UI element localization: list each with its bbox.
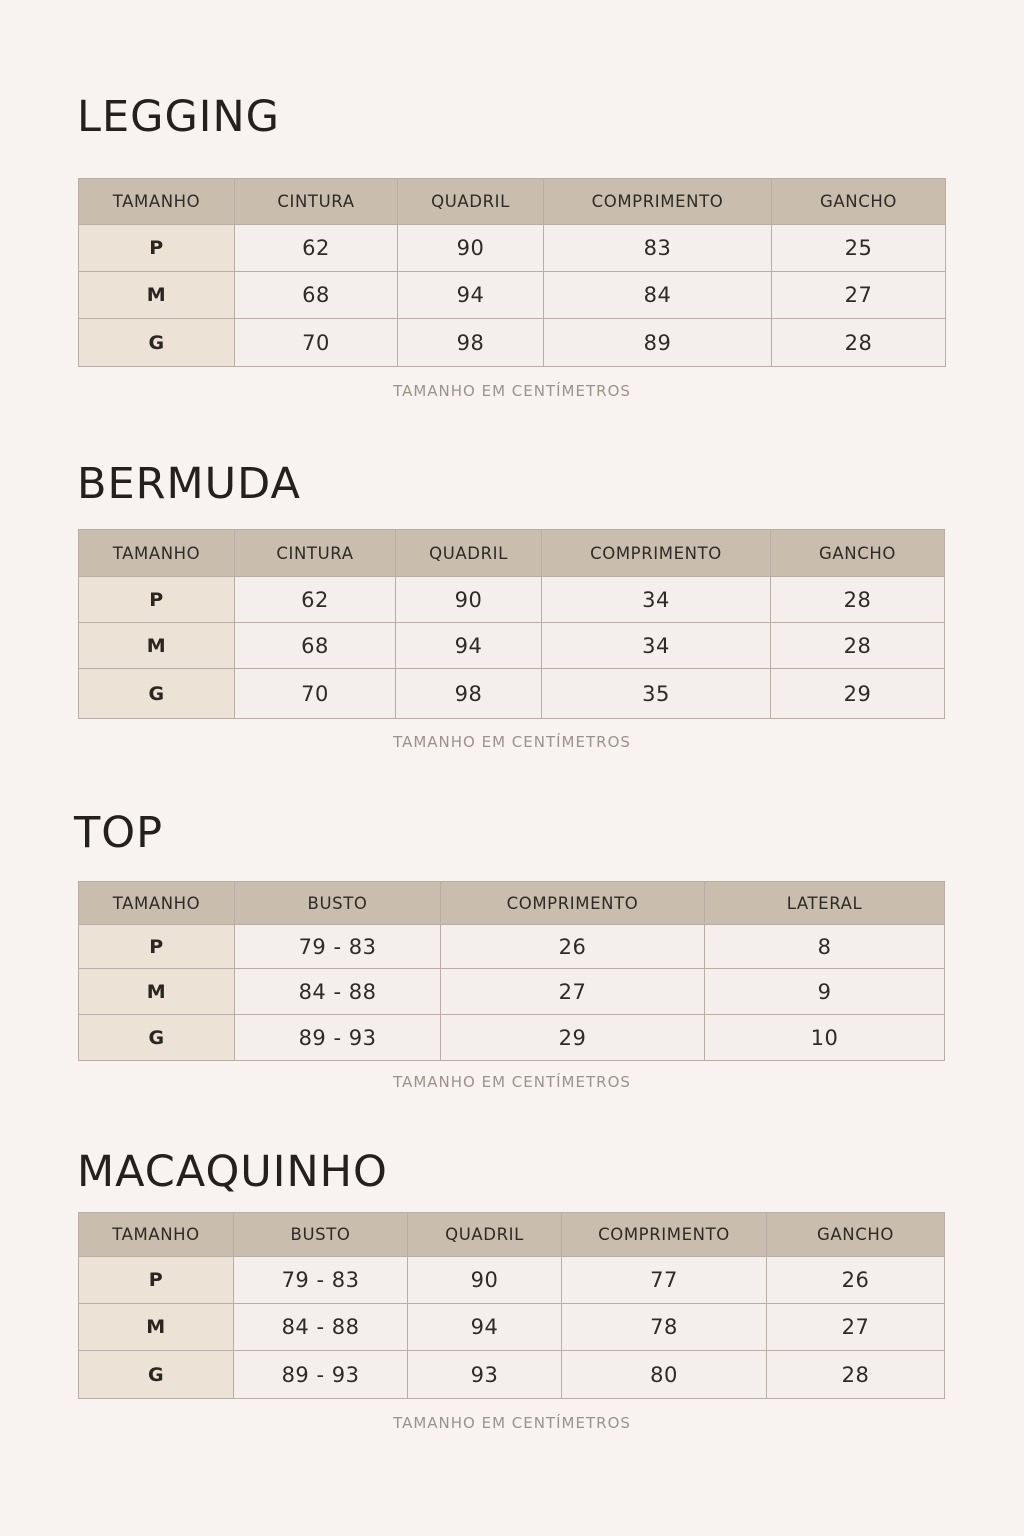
column-header-size: TAMANHO [79, 882, 235, 925]
value-cell: 90 [398, 225, 544, 272]
value-cell: 26 [441, 925, 705, 969]
value-cell: 94 [408, 1304, 562, 1351]
value-cell: 27 [772, 272, 946, 319]
column-header-bust: BUSTO [235, 882, 441, 925]
value-cell: 98 [398, 319, 544, 367]
size-cell: G [79, 1015, 235, 1061]
column-header-length: COMPRIMENTO [562, 1213, 767, 1257]
value-cell: 94 [396, 623, 542, 669]
value-cell: 78 [562, 1304, 767, 1351]
size-cell: G [79, 669, 235, 719]
value-cell: 27 [441, 969, 705, 1015]
size-cell: P [79, 1257, 234, 1304]
size-cell: M [79, 969, 235, 1015]
table-row [79, 225, 946, 272]
value-cell: 84 - 88 [235, 969, 441, 1015]
table-row [79, 925, 945, 969]
value-cell: 29 [441, 1015, 705, 1061]
value-cell: 84 - 88 [234, 1304, 408, 1351]
column-header-size: TAMANHO [79, 179, 235, 225]
value-cell: 25 [772, 225, 946, 272]
table-row [79, 272, 946, 319]
column-header-hip: QUADRIL [396, 530, 542, 577]
column-header-length: COMPRIMENTO [441, 882, 705, 925]
table-header-row [79, 179, 946, 225]
top-table [78, 881, 945, 1061]
column-header-waist: CINTURA [235, 530, 396, 577]
table-header-row [79, 530, 945, 577]
value-cell: 70 [235, 319, 398, 367]
table-row [79, 669, 945, 719]
column-header-rise: GANCHO [771, 530, 945, 577]
column-header-size: TAMANHO [79, 530, 235, 577]
column-header-size: TAMANHO [79, 1213, 234, 1257]
table-row [79, 623, 945, 669]
value-cell: 90 [408, 1257, 562, 1304]
value-cell: 79 - 83 [234, 1257, 408, 1304]
value-cell: 29 [771, 669, 945, 719]
bermuda-caption: TAMANHO EM CENTÍMETROS [393, 733, 631, 751]
size-cell: G [79, 1351, 234, 1399]
value-cell: 89 - 93 [235, 1015, 441, 1061]
size-cell: M [79, 1304, 234, 1351]
table-row [79, 577, 945, 623]
value-cell: 26 [767, 1257, 945, 1304]
column-header-waist: CINTURA [235, 179, 398, 225]
value-cell: 28 [771, 577, 945, 623]
column-header-side: LATERAL [705, 882, 945, 925]
top-caption: TAMANHO EM CENTÍMETROS [393, 1073, 631, 1091]
value-cell: 10 [705, 1015, 945, 1061]
value-cell: 34 [542, 577, 771, 623]
size-cell: M [79, 623, 235, 669]
legging-title: LEGGING [77, 92, 280, 142]
macaquinho-caption: TAMANHO EM CENTÍMETROS [393, 1414, 631, 1432]
bermuda-title: BERMUDA [77, 459, 301, 509]
column-header-rise: GANCHO [767, 1213, 945, 1257]
value-cell: 80 [562, 1351, 767, 1399]
size-cell: P [79, 577, 235, 623]
value-cell: 68 [235, 272, 398, 319]
value-cell: 77 [562, 1257, 767, 1304]
size-cell: P [79, 925, 235, 969]
value-cell: 89 - 93 [234, 1351, 408, 1399]
value-cell: 28 [771, 623, 945, 669]
value-cell: 27 [767, 1304, 945, 1351]
column-header-hip: QUADRIL [408, 1213, 562, 1257]
top-title: TOP [74, 808, 164, 858]
size-cell: P [79, 225, 235, 272]
value-cell: 28 [772, 319, 946, 367]
table-row [79, 319, 946, 367]
column-header-rise: GANCHO [772, 179, 946, 225]
bermuda-table [78, 529, 945, 719]
value-cell: 28 [767, 1351, 945, 1399]
size-cell: M [79, 272, 235, 319]
value-cell: 70 [235, 669, 396, 719]
size-cell: G [79, 319, 235, 367]
value-cell: 83 [544, 225, 772, 272]
value-cell: 98 [396, 669, 542, 719]
column-header-hip: QUADRIL [398, 179, 544, 225]
column-header-length: COMPRIMENTO [544, 179, 772, 225]
value-cell: 89 [544, 319, 772, 367]
table-row [79, 1304, 945, 1351]
value-cell: 8 [705, 925, 945, 969]
table-header-row [79, 882, 945, 925]
table-header-row [79, 1213, 945, 1257]
value-cell: 94 [398, 272, 544, 319]
table-row [79, 1257, 945, 1304]
macaquinho-table [78, 1212, 945, 1399]
value-cell: 9 [705, 969, 945, 1015]
table-row [79, 1015, 945, 1061]
value-cell: 68 [235, 623, 396, 669]
value-cell: 35 [542, 669, 771, 719]
value-cell: 79 - 83 [235, 925, 441, 969]
value-cell: 62 [235, 225, 398, 272]
column-header-bust: BUSTO [234, 1213, 408, 1257]
value-cell: 93 [408, 1351, 562, 1399]
value-cell: 90 [396, 577, 542, 623]
table-row [79, 969, 945, 1015]
column-header-length: COMPRIMENTO [542, 530, 771, 577]
legging-caption: TAMANHO EM CENTÍMETROS [393, 382, 631, 400]
value-cell: 34 [542, 623, 771, 669]
value-cell: 62 [235, 577, 396, 623]
macaquinho-title: MACAQUINHO [77, 1147, 388, 1197]
legging-table [78, 178, 946, 367]
value-cell: 84 [544, 272, 772, 319]
table-row [79, 1351, 945, 1399]
